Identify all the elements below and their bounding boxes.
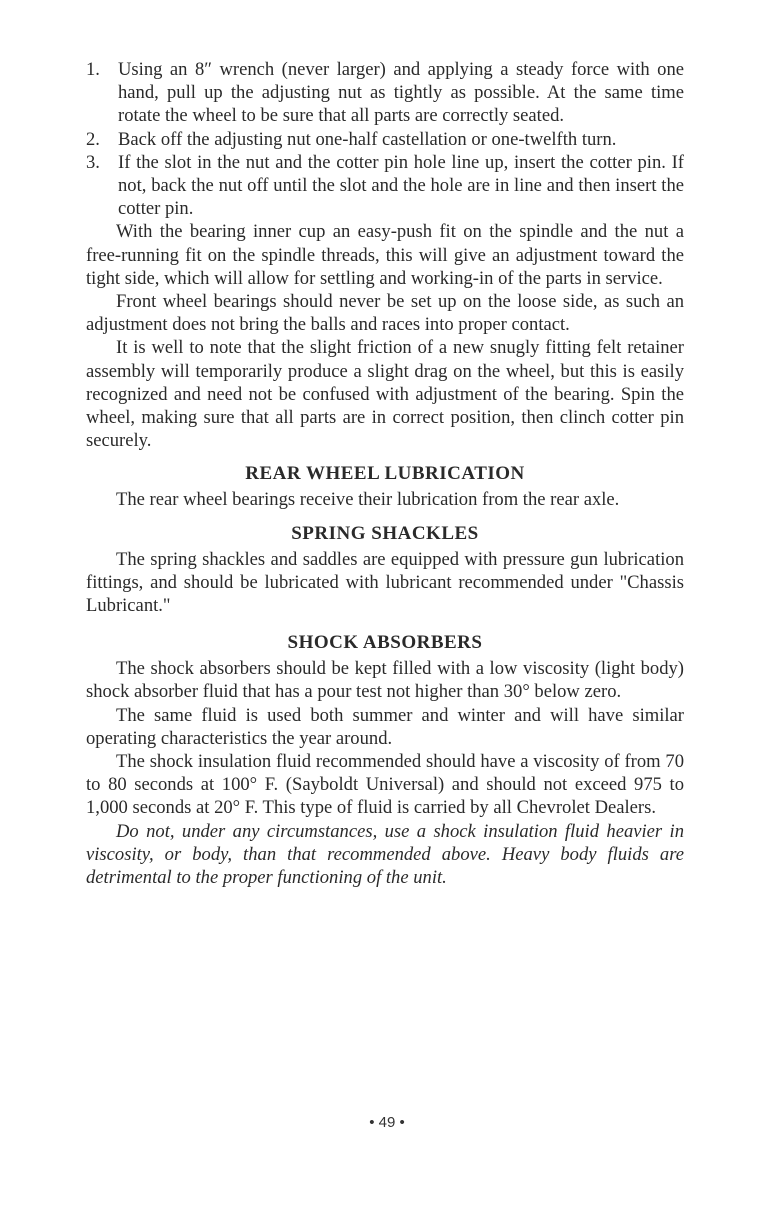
paragraph: It is well to note that the slight friction of a new snugly fitting felt retainer assembly will temporarily produce a slight drag on the wheel, but this is easily recognized and need not be confused with adjustment of the bearing. Spin the wheel, making sure that all parts are in correct position, then clinch cotter pin securely. [86,337,684,452]
paragraph: The spring shackles and saddles are equipped with pressure gun lubrication fittings, and should be lubricated with lubricant recommended under "Chassis Lubricant." [86,548,684,617]
list-item [86,128,684,151]
paragraph: The shock absorbers should be kept filled with a low viscosity (light body) shock absorber fluid that has a pour test not higher than 30° below zero. [86,658,684,703]
list-item [86,151,684,221]
list-text: If the slot in the nut and the cotter pin hole line up, insert the cotter pin. If not, back the nut off until the slot and the hole are in line and then insert the cotter pin. [118,151,684,220]
warning-paragraph: Do not, under any circumstances, use a shock insulation fluid heavier in viscosity, or body, than that recommended above. Heavy body fluids are detrimental to the proper functioning of the unit. [86,820,684,889]
page-body [86,58,684,889]
paragraph: The same fluid is used both summer and winter and will have similar operating characteristics the year around. [86,704,684,749]
list-item [86,58,684,128]
list-text: Back off the adjusting nut one-half castellation or one-twelfth turn. [118,128,617,150]
paragraph: Front wheel bearings should never be set up on the loose side, as such an adjustment does not bring the balls and races into proper contact. [86,291,684,336]
section-heading-shock-absorbers: SHOCK ABSORBERS [287,632,483,654]
list-number: 2. [86,128,100,150]
page-number: • 49 • [369,1114,405,1131]
paragraph: The shock insulation fluid recommended should have a viscosity of from 70 to 80 seconds at 100° F. (Sayboldt Universal) and should not exceed 975 to 1,000 seconds at 20° F. This type of fluid is carried by all Chevrolet Dealers. [86,751,684,819]
paragraph: With the bearing inner cup an easy-push fit on the spindle and the nut a free-running fit on the spindle threads, this will give an adjustment toward the tight side, which will allow for settling and working-in of the parts in service. [86,221,684,289]
list-number: 3. [86,151,100,173]
section-heading-spring-shackles: SPRING SHACKLES [291,522,479,544]
paragraph: The rear wheel bearings receive their lubrication from the rear axle. [116,489,620,511]
list-text: Using an 8″ wrench (never larger) and applying a steady force with one hand, pull up the adjusting nut as tightly as possible. At the same time rotate the wheel to be sure that all parts are correctly seated. [118,59,684,127]
section-heading-rear-wheel: REAR WHEEL LUBRICATION [245,463,525,485]
list-number: 1. [86,59,100,80]
